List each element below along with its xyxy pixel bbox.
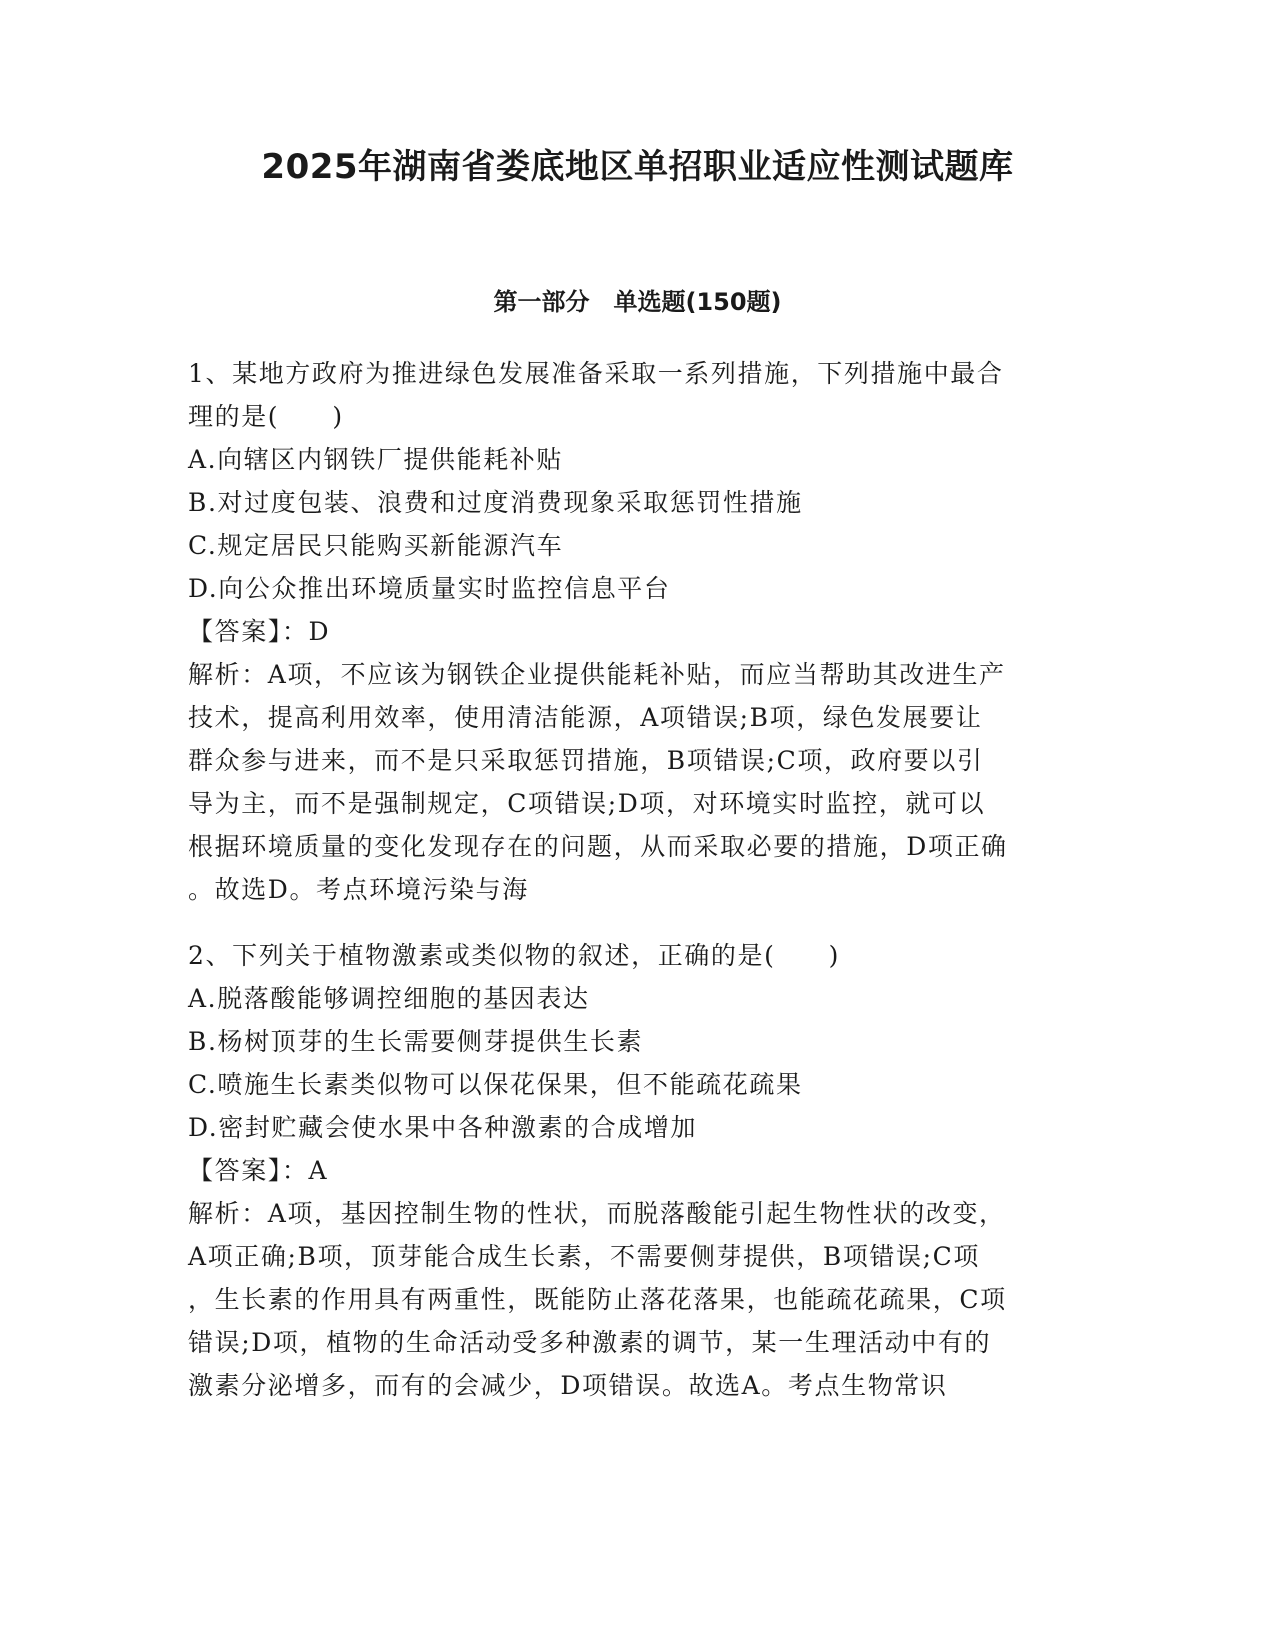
analysis-line: A项正确;B项，顶芽能合成生长素，不需要侧芽提供，B项错误;C项	[188, 1242, 980, 1271]
question-stem-line: 2、下列关于植物激素或类似物的叙述，正确的是( )	[188, 941, 841, 970]
analysis-line: 解析：A项，基因控制生物的性状，而脱落酸能引起生物性状的改变，	[188, 1199, 1006, 1228]
analysis-line: 根据环境质量的变化发现存在的问题，从而采取必要的措施，D项正确	[188, 832, 1008, 861]
document-title: 2025年湖南省娄底地区单招职业适应性测试题库	[261, 147, 1014, 187]
analysis-line: 。故选D。考点环境污染与海	[188, 875, 529, 904]
option-d: D.向公众推出环境质量实时监控信息平台	[188, 574, 671, 603]
analysis-line: ，生长素的作用具有两重性，既能防止落花落果，也能疏花疏果，C项	[188, 1285, 1007, 1314]
option-b: B.对过度包装、浪费和过度消费现象采取惩罚性措施	[188, 488, 803, 517]
analysis-line: 错误;D项，植物的生命活动受多种激素的调节，某一生理活动中有的	[188, 1328, 992, 1357]
answer: 【答案】：D	[188, 617, 331, 646]
analysis-line: 激素分泌增多，而有的会减少，D项错误。故选A。考点生物常识	[188, 1371, 948, 1400]
analysis-line: 技术，提高利用效率，使用清洁能源，A项错误;B项，绿色发展要让	[188, 703, 983, 732]
option-d: D.密封贮藏会使水果中各种激素的合成增加	[188, 1113, 698, 1142]
option-c: C.规定居民只能购买新能源汽车	[188, 531, 564, 560]
analysis-line: 群众参与进来，而不是只采取惩罚措施，B项错误;C项，政府要以引	[188, 746, 984, 775]
analysis-line: 导为主，而不是强制规定，C项错误;D项，对环境实时监控，就可以	[188, 789, 986, 818]
question-stem-line: 理的是( )	[188, 402, 344, 431]
option-a: A.脱落酸能够调控细胞的基因表达	[188, 984, 590, 1013]
analysis-line: 解析：A项，不应该为钢铁企业提供能耗补贴，而应当帮助其改进生产	[188, 660, 1006, 689]
option-a: A.向辖区内钢铁厂提供能耗补贴	[188, 445, 564, 474]
answer: 【答案】：A	[188, 1156, 329, 1185]
option-b: B.杨树顶芽的生长需要侧芽提供生长素	[188, 1027, 644, 1056]
question-1	[188, 352, 1088, 911]
question-2	[188, 934, 1088, 1407]
option-c: C.喷施生长素类似物可以保花保果，但不能疏花疏果	[188, 1070, 803, 1099]
question-stem-line: 1、某地方政府为推进绿色发展准备采取一系列措施，下列措施中最合	[188, 359, 1004, 388]
section-title: 第一部分 单选题(150题)	[493, 288, 782, 316]
